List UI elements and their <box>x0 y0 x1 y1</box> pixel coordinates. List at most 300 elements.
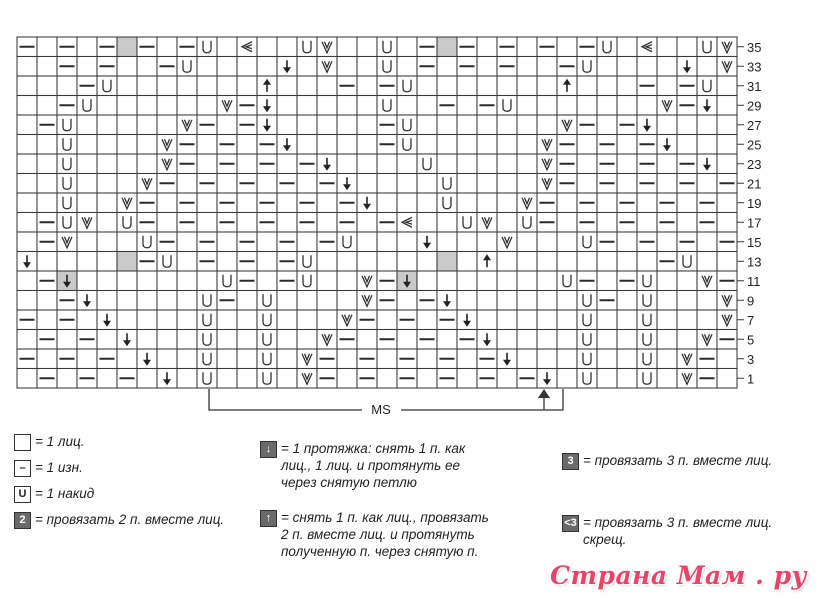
knit-cell <box>497 213 517 233</box>
knit-cell <box>197 213 217 233</box>
row-number: 17 <box>747 215 762 231</box>
knit-cell <box>217 115 237 135</box>
yarn-over-cell <box>77 96 97 116</box>
legend-knit <box>14 433 85 451</box>
knit-cell <box>617 96 637 116</box>
knit-cell <box>597 57 617 77</box>
knit-cell <box>257 57 277 77</box>
knit-cell <box>497 310 517 330</box>
knit-cell <box>417 115 437 135</box>
knit-cell <box>177 330 197 350</box>
knit-cell <box>437 57 457 77</box>
knit-cell <box>557 37 577 57</box>
knit-cell <box>637 252 657 272</box>
row-number: 23 <box>747 156 762 172</box>
knit-cell <box>257 174 277 194</box>
knit-cell <box>97 154 117 174</box>
knit-cell <box>37 76 57 96</box>
knit-cell <box>337 252 357 272</box>
knit-cell <box>77 135 97 155</box>
knit-cell <box>677 37 697 57</box>
pull-symbol-icon: ↓ <box>260 441 277 458</box>
yarn-over-cell <box>397 135 417 155</box>
knit-cell <box>357 96 377 116</box>
knit-cell <box>617 310 637 330</box>
knit-cell <box>17 330 37 350</box>
knit-cell <box>217 57 237 77</box>
knit-cell <box>517 271 537 291</box>
knit-cell <box>437 135 457 155</box>
knit-cell <box>537 252 557 272</box>
knit-cell <box>237 291 257 311</box>
knit-cell <box>497 271 517 291</box>
knit-cell <box>317 135 337 155</box>
yarn-over-cell <box>597 37 617 57</box>
knit-cell <box>717 369 737 389</box>
knit-cell <box>497 154 517 174</box>
yarn-over-cell <box>57 115 77 135</box>
knit-cell <box>37 37 57 57</box>
knit-cell <box>517 349 537 369</box>
knit-cell <box>497 330 517 350</box>
knit-cell <box>537 96 557 116</box>
yarn-over-cell <box>437 193 457 213</box>
yarn-over-cell <box>377 96 397 116</box>
legend-sk2p-text: = снять 1 п. как лиц., провязать 2 п. вместе лиц. и протянуть полученную п. через снятую п. <box>281 510 489 559</box>
knit-cell <box>517 154 537 174</box>
knit-cell <box>217 330 237 350</box>
knit-cell <box>277 76 297 96</box>
knit-cell <box>697 291 717 311</box>
knit-cell <box>617 349 637 369</box>
knit-cell <box>277 291 297 311</box>
row-number: 1 <box>747 371 755 387</box>
knit-cell <box>697 310 717 330</box>
knit-cell <box>97 213 117 233</box>
knit-cell <box>97 96 117 116</box>
yarn-over-cell <box>257 310 277 330</box>
knit-cell <box>137 135 157 155</box>
row-number: 15 <box>747 234 762 250</box>
knit-cell <box>617 174 637 194</box>
knit-cell <box>337 291 357 311</box>
legend-pull <box>260 440 465 491</box>
yarn-over-cell <box>677 252 697 272</box>
knit-cell <box>157 115 177 135</box>
knit-cell <box>537 271 557 291</box>
row-number: 9 <box>747 293 755 309</box>
knit-cell <box>357 135 377 155</box>
knit-cell <box>597 252 617 272</box>
knit-cell <box>137 154 157 174</box>
knit-cell <box>17 213 37 233</box>
knit-cell <box>97 291 117 311</box>
knit-cell <box>137 291 157 311</box>
knit-cell <box>437 232 457 252</box>
knit-cell <box>717 115 737 135</box>
knit-cell <box>297 76 317 96</box>
knit-cell <box>657 174 677 194</box>
knit-cell <box>37 310 57 330</box>
knit-cell <box>297 330 317 350</box>
yarn-over-cell <box>637 349 657 369</box>
yarn-over-cell <box>577 232 597 252</box>
yarn-over-cell <box>197 330 217 350</box>
knit-cell <box>397 291 417 311</box>
knit-cell <box>657 349 677 369</box>
knit-cell <box>397 37 417 57</box>
yarn-over-cell <box>257 369 277 389</box>
knit-cell <box>457 271 477 291</box>
knit-cell <box>57 252 77 272</box>
knit-cell <box>477 115 497 135</box>
knit-cell <box>537 310 557 330</box>
knit-cell <box>577 154 597 174</box>
knit-cell <box>297 232 317 252</box>
knit-cell <box>277 330 297 350</box>
row-number: 29 <box>747 98 762 114</box>
knit-cell <box>517 252 537 272</box>
knit-cell <box>337 271 357 291</box>
knit-cell <box>337 37 357 57</box>
knit-cell <box>537 291 557 311</box>
knit-cell <box>377 310 397 330</box>
knit-cell <box>17 369 37 389</box>
knit-cell <box>657 232 677 252</box>
knit-cell <box>37 96 57 116</box>
yarn-over-cell <box>177 57 197 77</box>
knit-cell <box>277 213 297 233</box>
knit-cell <box>457 115 477 135</box>
knit-cell <box>117 232 137 252</box>
knit-cell <box>697 57 717 77</box>
knit-cell <box>657 271 677 291</box>
legend-k3tog-tbl-text: = провязать 3 п. вместе лиц. скрещ. <box>583 515 773 547</box>
knit-cell <box>277 310 297 330</box>
knit-cell <box>517 291 537 311</box>
knit-cell <box>177 252 197 272</box>
knit-cell <box>137 57 157 77</box>
legend-pull-text: = 1 протяжка: снять 1 п. как лиц., 1 лиц. и протянуть ее через снятую петлю <box>281 441 466 490</box>
legend-k2tog <box>14 511 224 529</box>
knit-cell <box>17 76 37 96</box>
yarn-over-cell <box>577 57 597 77</box>
knit-cell <box>377 232 397 252</box>
knit-cell <box>557 330 577 350</box>
knit-cell <box>77 271 97 291</box>
knit-cell <box>177 369 197 389</box>
knit-cell <box>517 57 537 77</box>
yarn-over-cell <box>577 349 597 369</box>
knit-cell <box>217 174 237 194</box>
yarn-over-cell <box>297 252 317 272</box>
knit-cell <box>597 193 617 213</box>
knit-cell <box>57 369 77 389</box>
k3tog-symbol-icon: 3 <box>562 453 579 470</box>
yarn-over-cell <box>137 232 157 252</box>
knit-cell <box>357 174 377 194</box>
knit-cell <box>17 57 37 77</box>
yarn-over-cell <box>57 174 77 194</box>
knit-cell <box>337 96 357 116</box>
knit-cell <box>517 37 537 57</box>
knit-cell <box>357 330 377 350</box>
knit-cell <box>357 76 377 96</box>
knit-cell <box>717 135 737 155</box>
knit-cell <box>437 213 457 233</box>
knit-cell <box>217 349 237 369</box>
knit-cell <box>697 232 717 252</box>
knit-cell <box>357 213 377 233</box>
knit-cell <box>197 76 217 96</box>
yarn-over-cell <box>397 76 417 96</box>
knit-cell <box>177 174 197 194</box>
knit-cell <box>397 174 417 194</box>
knit-cell <box>137 310 157 330</box>
knit-cell <box>317 213 337 233</box>
yarn-over-cell <box>697 76 717 96</box>
knit-cell <box>397 96 417 116</box>
knit-cell <box>117 76 137 96</box>
yarn-over-cell <box>257 330 277 350</box>
knit-cell <box>457 154 477 174</box>
knit-cell <box>117 154 137 174</box>
row-number: 31 <box>747 78 762 94</box>
knit-cell <box>497 115 517 135</box>
yarn-over-cell <box>157 252 177 272</box>
knit-cell <box>117 135 137 155</box>
knit-cell <box>657 154 677 174</box>
knit-cell <box>677 291 697 311</box>
yarn-over-cell <box>577 369 597 389</box>
knit-cell <box>417 271 437 291</box>
knit-cell <box>477 193 497 213</box>
knit-cell <box>157 193 177 213</box>
knit-cell <box>717 96 737 116</box>
yarn-over-cell <box>577 330 597 350</box>
knit-cell <box>277 96 297 116</box>
knit-cell <box>97 369 117 389</box>
knit-cell <box>357 232 377 252</box>
knit-cell <box>457 96 477 116</box>
knit-cell <box>537 330 557 350</box>
knit-cell <box>557 252 577 272</box>
knit-cell <box>137 369 157 389</box>
knit-cell <box>517 96 537 116</box>
knit-cell <box>377 369 397 389</box>
knit-cell <box>317 252 337 272</box>
row-number: 21 <box>747 176 762 192</box>
knit-cell <box>397 252 417 272</box>
knit-cell <box>497 252 517 272</box>
knit-cell <box>297 57 317 77</box>
knit-cell <box>437 330 457 350</box>
legend-purl-text: = 1 изн. <box>35 460 83 475</box>
knit-cell <box>97 330 117 350</box>
knit-cell <box>197 135 217 155</box>
knit-cell <box>37 135 57 155</box>
knit-cell <box>557 193 577 213</box>
knit-cell <box>597 369 617 389</box>
knit-cell <box>597 213 617 233</box>
knit-cell <box>677 193 697 213</box>
knit-cell <box>457 76 477 96</box>
knit-cell <box>197 57 217 77</box>
row-number: 3 <box>747 351 755 367</box>
knit-cell <box>517 330 537 350</box>
knit-cell <box>157 271 177 291</box>
knit-cell <box>337 349 357 369</box>
knit-cell <box>117 37 137 57</box>
knit-cell <box>157 291 177 311</box>
knit-cell <box>257 252 277 272</box>
knit-cell <box>117 271 137 291</box>
knit-cell <box>157 310 177 330</box>
knit-cell <box>377 349 397 369</box>
legend-k3tog <box>562 452 772 470</box>
knit-cell <box>197 154 217 174</box>
knit-cell <box>317 76 337 96</box>
knit-cell <box>357 252 377 272</box>
knit-cell <box>577 135 597 155</box>
knit-cell <box>477 135 497 155</box>
knit-cell <box>177 349 197 369</box>
knit-cell <box>697 135 717 155</box>
knit-cell <box>17 232 37 252</box>
knit-cell <box>377 252 397 272</box>
yarn-over-cell <box>577 310 597 330</box>
knit-cell <box>637 193 657 213</box>
knit-cell <box>397 232 417 252</box>
knit-cell <box>637 96 657 116</box>
knit-cell <box>477 76 497 96</box>
knit-cell <box>177 271 197 291</box>
knit-cell <box>537 349 557 369</box>
knit-cell <box>117 96 137 116</box>
knit-cell <box>17 96 37 116</box>
knit-cell <box>597 76 617 96</box>
knit-cell <box>617 291 637 311</box>
knit-cell <box>297 174 317 194</box>
knit-cell <box>77 193 97 213</box>
knit-cell <box>337 115 357 135</box>
knit-cell <box>477 174 497 194</box>
yarn-over-cell <box>637 271 657 291</box>
knit-cell <box>77 154 97 174</box>
knit-cell <box>417 174 437 194</box>
knit-cell <box>297 310 317 330</box>
yarn-over-cell <box>337 232 357 252</box>
knit-cell <box>357 115 377 135</box>
knit-cell <box>417 369 437 389</box>
row-number: 5 <box>747 332 755 348</box>
knit-cell <box>697 174 717 194</box>
knit-cell <box>517 174 537 194</box>
knit-cell <box>557 349 577 369</box>
knit-cell <box>37 291 57 311</box>
yarn-over-cell <box>377 37 397 57</box>
knit-cell <box>457 252 477 272</box>
knit-cell <box>417 76 437 96</box>
row-number: 11 <box>747 273 761 289</box>
knit-cell <box>377 193 397 213</box>
yarn-over-cell <box>257 291 277 311</box>
knit-cell <box>197 193 217 213</box>
k2tog-cell <box>657 37 677 57</box>
knit-cell <box>557 369 577 389</box>
yarn-over-cell <box>637 291 657 311</box>
knit-cell <box>497 193 517 213</box>
knit-cell <box>57 330 77 350</box>
yarn-over-cell <box>377 57 397 77</box>
yarn-over-cell <box>297 271 317 291</box>
knit-cell <box>77 232 97 252</box>
knit-cell <box>457 349 477 369</box>
knit-cell <box>517 76 537 96</box>
knit-cell <box>157 330 177 350</box>
yarn-over-cell <box>297 37 317 57</box>
sk2p-symbol-icon: ↑ <box>260 510 277 527</box>
knit-cell <box>317 193 337 213</box>
knit-cell <box>457 369 477 389</box>
knit-cell <box>477 232 497 252</box>
row-number: 33 <box>747 59 762 75</box>
knit-cell <box>17 135 37 155</box>
knit-cell <box>297 291 317 311</box>
knit-cell <box>497 135 517 155</box>
knit-cell <box>217 232 237 252</box>
knit-cell <box>37 154 57 174</box>
knit-cell <box>97 232 117 252</box>
legend-k2tog-text: = провязать 2 п. вместе лиц. <box>35 512 225 527</box>
knit-cell <box>657 291 677 311</box>
knit-cell <box>17 115 37 135</box>
legend-k3tog-tbl <box>562 514 772 548</box>
knit-cell <box>157 349 177 369</box>
k2tog-cell <box>257 37 277 57</box>
knit-cell <box>237 193 257 213</box>
knit-cell <box>257 232 277 252</box>
knit-cell <box>597 115 617 135</box>
row-number: 35 <box>747 39 762 55</box>
knit-cell <box>97 135 117 155</box>
knit-cell <box>377 174 397 194</box>
knit-cell <box>317 271 337 291</box>
knit-cell <box>717 76 737 96</box>
knit-cell <box>517 232 537 252</box>
yarn-over-cell <box>197 37 217 57</box>
knit-cell <box>617 37 637 57</box>
knit-cell <box>77 37 97 57</box>
row-number: 27 <box>747 117 762 133</box>
yarn-over-symbol-icon: U <box>14 486 31 503</box>
knit-cell <box>457 193 477 213</box>
knit-cell <box>617 369 637 389</box>
knit-cell <box>217 252 237 272</box>
knit-cell <box>657 115 677 135</box>
knit-cell <box>657 57 677 77</box>
knit-cell <box>297 115 317 135</box>
yarn-over-cell <box>197 291 217 311</box>
knit-cell <box>677 213 697 233</box>
knit-cell <box>497 291 517 311</box>
knit-cell <box>637 57 657 77</box>
knit-cell <box>537 115 557 135</box>
knit-cell <box>177 291 197 311</box>
knit-cell <box>497 369 517 389</box>
knit-cell <box>37 193 57 213</box>
knit-cell <box>297 96 317 116</box>
